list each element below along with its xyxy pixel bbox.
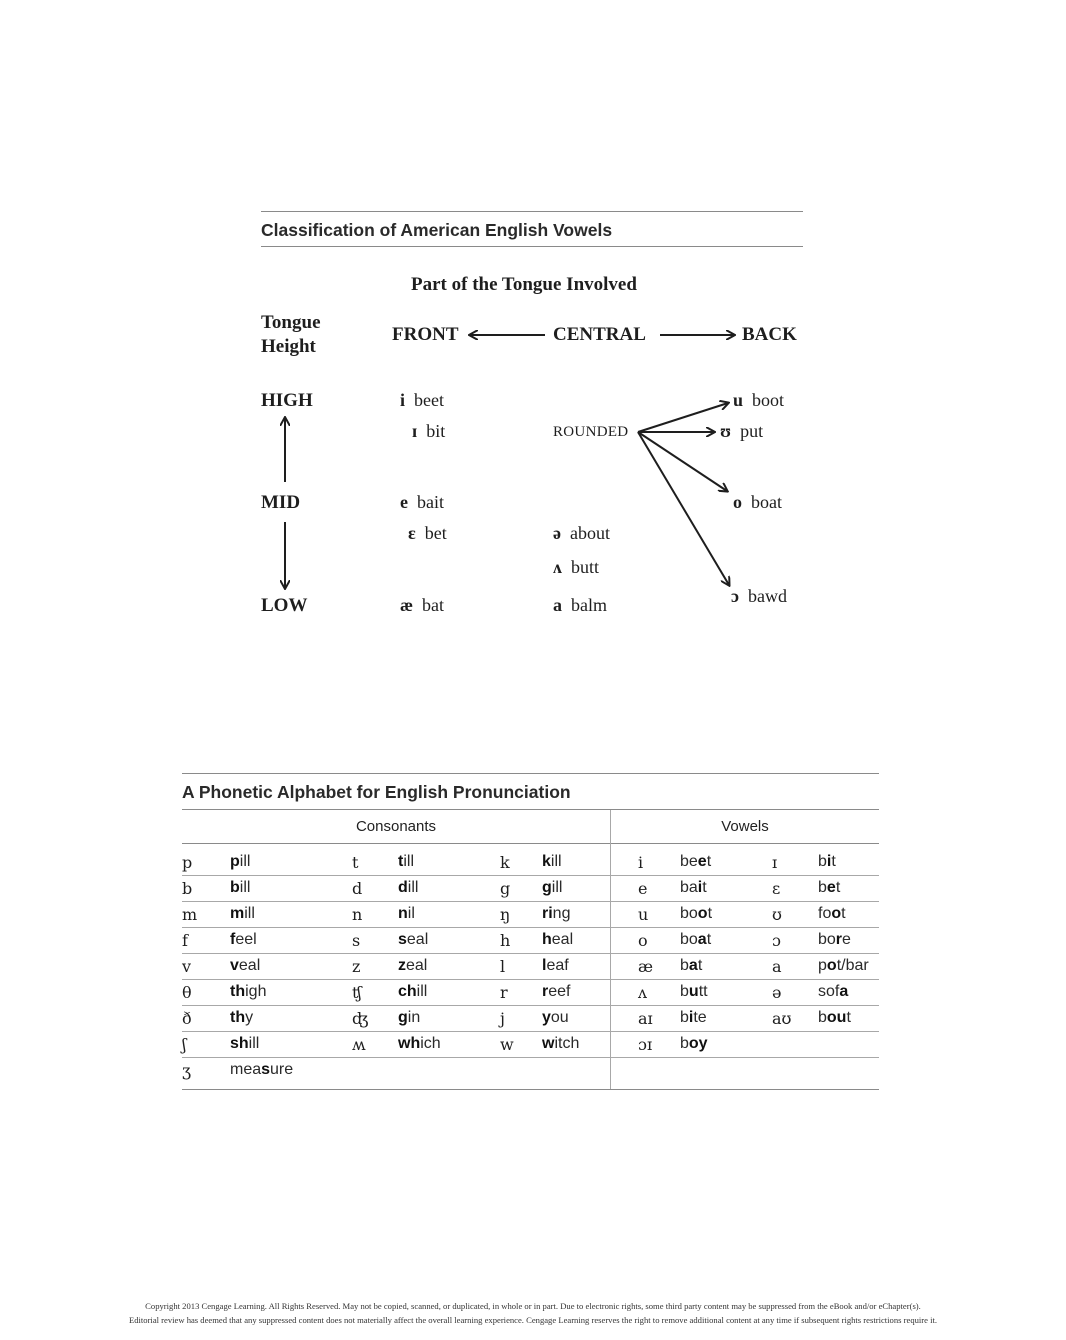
- ipa-symbol: ɛ: [772, 879, 781, 898]
- table-title: A Phonetic Alphabet for English Pronunciation: [182, 782, 571, 802]
- copyright-line-1: Copyright 2013 Cengage Learning. All Rights Reserved. May not be copied, scanned, or duplicated, in whole or in part. Due to electronic rights, some third party content may be suppressed from the eBook and/or eChapter(s).: [145, 1301, 921, 1311]
- vowel-entry: e bait: [400, 492, 444, 512]
- table-rule-bottom: [182, 1089, 879, 1090]
- example-word: nil: [398, 905, 415, 922]
- example-word: mill: [230, 905, 255, 922]
- example-word: bet: [818, 879, 841, 896]
- example-word: boot: [680, 905, 713, 922]
- ipa-symbol: t: [352, 853, 359, 872]
- table-row: [182, 849, 879, 876]
- table-row: [182, 875, 879, 902]
- back-label: BACK: [742, 324, 797, 345]
- example-word: shill: [230, 1035, 260, 1052]
- copyright-line-2: Editorial review has deemed that any suppressed content does not materially affect the overall learning experience. Cengage Learning reserves the right to remove additional content at any time if subsequent rights restrictions require it.: [128, 1315, 938, 1325]
- example-word: till: [398, 853, 414, 870]
- ipa-symbol: v: [182, 957, 192, 976]
- ipa-symbol: g: [500, 879, 511, 898]
- example-word: bit: [818, 853, 836, 870]
- example-word: thigh: [230, 983, 267, 1000]
- example-word: boy: [680, 1035, 708, 1052]
- vowel-entry: ʌ butt: [553, 557, 600, 577]
- ipa-symbol: f: [182, 931, 188, 950]
- ipa-symbol: l: [500, 957, 506, 976]
- ipa-symbol: ʍ: [352, 1035, 366, 1054]
- example-word: feel: [230, 931, 257, 948]
- example-word: heal: [542, 931, 574, 948]
- ipa-symbol: ɪ: [772, 853, 778, 872]
- vowel-entry: a balm: [553, 595, 607, 615]
- example-word: beet: [680, 853, 712, 870]
- ipa-symbol: aɪ: [638, 1009, 653, 1028]
- tongue-height-label: Tongue Height: [261, 312, 321, 357]
- example-word: bout: [818, 1009, 851, 1026]
- low-label: LOW: [261, 595, 308, 616]
- ipa-symbol: z: [352, 957, 361, 976]
- ipa-symbol: ʊ: [772, 905, 782, 924]
- vowel-entry: æ bat: [400, 595, 444, 615]
- example-word: butt: [680, 983, 708, 1000]
- vowel-entry: u boot: [733, 390, 785, 410]
- ipa-symbol: w: [500, 1035, 514, 1054]
- vowel-entry: i beet: [400, 390, 444, 410]
- example-word: which: [398, 1035, 441, 1052]
- example-word: pill: [230, 853, 251, 870]
- example-word: foot: [818, 905, 846, 922]
- ipa-symbol: r: [500, 983, 508, 1002]
- example-word: sofa: [818, 983, 849, 1000]
- ipa-symbol: ð: [182, 1009, 192, 1028]
- header-rule: [182, 843, 879, 844]
- ipa-symbol: æ: [638, 957, 654, 976]
- ipa-symbol: ŋ: [500, 905, 511, 924]
- vowel-entry: ɛ bet: [408, 523, 447, 543]
- ipa-symbol: θ: [182, 983, 192, 1002]
- table-rule-top: [182, 773, 879, 774]
- ipa-symbol: s: [352, 931, 361, 950]
- high-label: HIGH: [261, 390, 313, 411]
- example-word: bait: [680, 879, 707, 896]
- ipa-symbol: aʊ: [772, 1009, 792, 1028]
- example-word: gin: [398, 1009, 421, 1026]
- example-word: witch: [542, 1035, 580, 1052]
- table-row: [182, 1005, 879, 1032]
- ipa-symbol: ʒ: [182, 1061, 192, 1080]
- table-row: [182, 901, 879, 928]
- ipa-symbol: i: [638, 853, 644, 872]
- example-word: reef: [542, 983, 571, 1000]
- arrow-rounded-boot: [638, 403, 728, 432]
- ipa-symbol: e: [638, 879, 648, 898]
- central-label: CENTRAL: [553, 324, 646, 345]
- example-word: pot/bar: [818, 957, 869, 974]
- vowel-entry: ə about: [553, 523, 610, 543]
- consonants-header: Consonants: [355, 818, 437, 835]
- ipa-symbol: h: [500, 931, 511, 950]
- table-title-rule: [182, 809, 879, 810]
- vowels-header: Vowels: [721, 818, 769, 835]
- vowel-entry: ʊ put: [720, 421, 764, 441]
- ipa-symbol: ɔ: [772, 931, 781, 950]
- example-word: zeal: [398, 957, 428, 974]
- arrow-rounded-bawd: [638, 432, 729, 585]
- chart-heading: Part of the Tongue Involved: [411, 274, 637, 295]
- example-word: leaf: [542, 957, 569, 974]
- ipa-symbol: ʤ: [352, 1009, 369, 1028]
- example-word: dill: [398, 879, 419, 896]
- table-row: [182, 1057, 879, 1083]
- example-word: bat: [680, 957, 703, 974]
- example-word: veal: [230, 957, 261, 974]
- ipa-symbol: a: [772, 957, 782, 976]
- ipa-symbol: n: [352, 905, 363, 924]
- ipa-symbol: ə: [772, 983, 782, 1002]
- example-word: bite: [680, 1009, 707, 1026]
- vowel-entry: ɔ bawd: [731, 586, 787, 606]
- ipa-symbol: j: [500, 1009, 505, 1028]
- example-word: kill: [542, 853, 562, 870]
- ipa-symbol: ʌ: [638, 983, 648, 1002]
- table-row: [182, 979, 879, 1006]
- rounded-label: ROUNDED: [553, 424, 629, 440]
- ipa-symbol: d: [352, 879, 363, 898]
- table-row: [182, 953, 879, 980]
- example-word: seal: [398, 931, 429, 948]
- front-label: FRONT: [392, 324, 459, 345]
- ipa-symbol: o: [638, 931, 648, 950]
- table-row: [182, 927, 879, 954]
- ipa-symbol: ʧ: [352, 983, 362, 1002]
- ipa-symbol: ɔɪ: [638, 1035, 653, 1054]
- example-word: bore: [818, 931, 851, 948]
- ipa-symbol: u: [638, 905, 649, 924]
- example-word: bill: [230, 879, 251, 896]
- example-word: boat: [680, 931, 712, 948]
- example-word: ring: [542, 905, 571, 922]
- example-word: chill: [398, 983, 428, 1000]
- table-row: [182, 1031, 879, 1058]
- vowel-entry: ɪ bit: [412, 421, 446, 441]
- vowel-chart-title: Classification of American English Vowels: [261, 220, 613, 240]
- example-word: gill: [542, 879, 563, 896]
- ipa-symbol: b: [182, 879, 193, 898]
- arrow-rounded-boat: [638, 432, 727, 491]
- example-word: you: [542, 1009, 569, 1026]
- ipa-symbol: m: [182, 905, 198, 924]
- example-word: measure: [230, 1061, 294, 1078]
- ipa-symbol: p: [182, 853, 193, 872]
- mid-label: MID: [261, 492, 301, 513]
- ipa-symbol: ʃ: [182, 1035, 187, 1054]
- ipa-symbol: k: [500, 853, 510, 872]
- vowel-entry: o boat: [733, 492, 782, 512]
- example-word: thy: [230, 1009, 254, 1026]
